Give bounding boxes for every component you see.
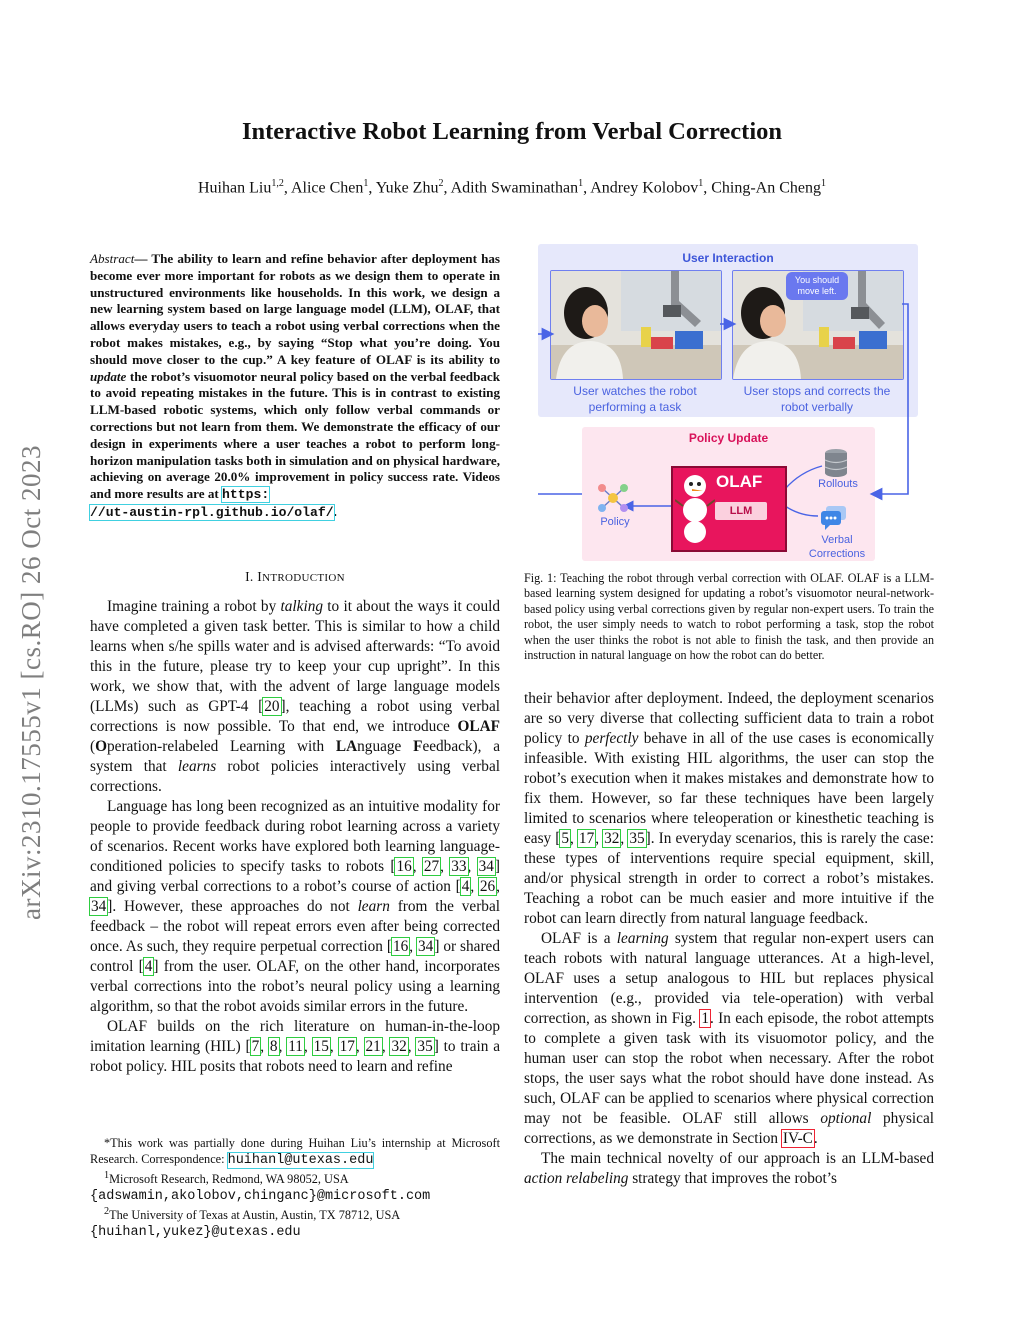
text: ] or shared control [	[90, 938, 500, 975]
author-affil: 1	[698, 178, 704, 189]
emph: optional	[820, 1110, 872, 1127]
abstract-label: Abstract	[90, 251, 135, 266]
right-column	[524, 689, 934, 1189]
text: to it about the ways it could have completed a given task better. This is similar to how a child learns when s/he spills water and is advised afterwards: “To avoid this in the future, please try to keep your cup upright”. In this work, we show that, with the advent of large language models (LLMs) such as GPT-4 [	[90, 598, 500, 715]
policy-label: Policy	[600, 516, 630, 528]
citation-link[interactable]: 32	[391, 1038, 407, 1055]
abstract-text: the robot’s visuomotor neural policy based on the verbal feedback to avoid repeating mistakes in the future. This is in contrast to existing LLM-based robotic systems, which only follow verbal commands or corrections but not learn from them. We demonstrate the efficacy of our design in experiments where a user teaches a robot to perform long-horizon manipulation tasks both in simulation and on physical hardware, achieving on average 20.0% improvement in policy success rate. Videos and more results are at	[90, 368, 500, 502]
citation-link[interactable]: 17	[339, 1038, 355, 1055]
emph: talking	[280, 598, 323, 615]
olaf-label: OLAF	[716, 472, 763, 491]
paragraph	[524, 1149, 934, 1189]
citation-link[interactable]: 35	[417, 1038, 433, 1055]
arxiv-stamp: arXiv:2310.17555v1 [cs.RO] 26 Oct 2023	[16, 445, 46, 920]
citation-link[interactable]: 20	[264, 698, 280, 715]
citation-link[interactable]: 4	[144, 958, 153, 975]
author-name: Ching-An Cheng	[711, 179, 821, 197]
author-sep: ,	[443, 179, 451, 197]
citation-link[interactable]: 11	[288, 1038, 303, 1055]
text: .	[813, 1130, 818, 1147]
author-sep: ,	[283, 179, 291, 197]
rollouts-label: Rollouts	[818, 478, 858, 490]
project-url-link[interactable]: https:	[222, 487, 270, 503]
footnotes	[90, 1136, 500, 1240]
text: peration-relabeled Learning with	[107, 738, 336, 755]
policy-update-label: Policy Update	[688, 431, 769, 445]
section-heading-introduction	[90, 569, 500, 585]
emph: learns	[177, 758, 217, 775]
text: (	[90, 738, 96, 755]
footnote	[90, 1136, 500, 1168]
figure-ref-link[interactable]: 1	[701, 1010, 710, 1027]
citation-link[interactable]: 26	[479, 878, 496, 895]
figure-1-caption: Fig. 1: Teaching the robot through verbal correction with OLAF. OLAF is a LLM-based learning system designed for updating a robot’s visuomotor neural-network-based policy using verbal corrections given by regular non-expert users. To train the robot, the user simply needs to watch to robot performing a task, stop the robot when the user thinks the robot is not able to finish the task, and then provide an instruction in natural language on how the robot can do better.	[524, 571, 934, 663]
citation-link[interactable]: 34	[418, 938, 434, 955]
citation-link[interactable]: 8	[269, 1038, 278, 1055]
citation-link[interactable]: 27	[423, 858, 440, 875]
section-number: I.	[245, 569, 258, 584]
author-name: Huihan Liu	[198, 179, 272, 197]
citation-link[interactable]: 16	[396, 858, 412, 875]
paragraph: their behavior after deployment. Indeed, the deployment scenarios are so very diverse that collecting sufficient data to train a robot policy to perfectly behave in all of the use cases is economically infeasible. With existing HIL algorithms, the user can stop the robot’s execution when it makes mistakes and demonstrate how to fix them. However, so far these techniques have been largely limited to scenarios where teleoperation or kinesthetic teaching is easy [5, 17, 32, 35]. In everyday scenarios, this is rarely the case: these types of interventions require special equipment, skill, and/or physical strength in order to correct a robot’s mistakes. Teaching a robot can be much easier and more intuitive if the robot can learn directly from natural language feedback.	[524, 690, 934, 927]
footnote	[90, 1188, 500, 1205]
paragraph: Language has long been recognized as an intuitive modality for people to provide feedback during robot learning across a variety of scenarios. Recent works have explored both learning language-conditioned policies to specify tasks to robots [16, 27, 33, 34] and giving verbal corrections to a robot’s course of action [4, 26, 34]. However, these approaches do not learn from the verbal feedback – the robot will repeat errors even after being corrected once. As such, they require perpetual correction [16, 34] or shared control [4] from the user. OLAF, on the other hand, incorporates verbal corrections into the robot’s neural policy using a learning algorithm, so that the robot avoids similar errors in the future.	[90, 798, 501, 1015]
author-list	[0, 178, 1024, 197]
abstract-end: .	[333, 503, 337, 519]
citation-link[interactable]: 15	[313, 1038, 329, 1055]
text: OLAF is a	[541, 930, 617, 947]
text: The main technical novelty of our approach is an LLM-based	[541, 1150, 934, 1167]
text: their behavior after deployment. Indeed, the deployment scenarios are so very diverse that collecting sufficient data to train a robot policy to	[524, 690, 934, 747]
intro-left-column	[90, 597, 500, 1077]
author-affil: 1	[821, 178, 826, 189]
author-name: Yuke Zhu	[375, 179, 439, 197]
text: . In each episode, the robot attempts to complete a given task with its visuomotor policy, and the human user can stop the robot when necessary. After the robot stops, the user says what the robot should have done instead. As such, OLAF can be applied to scenarios where physical correction may not be feasible. OLAF still allows	[524, 1010, 935, 1127]
citation-link[interactable]: 16	[392, 938, 409, 955]
text: Imagine training a robot by	[107, 598, 281, 615]
author-affil: 1	[578, 178, 584, 189]
citation-link[interactable]: 34	[91, 898, 107, 915]
email-text: {adswamin,akolobov,chinganc}@microsoft.com	[90, 1188, 431, 1204]
llm-badge: LLM	[715, 502, 767, 520]
paragraph	[90, 597, 500, 797]
abstract	[90, 251, 500, 522]
text: ] and giving verbal corrections to a robot’s course of action [	[90, 858, 500, 895]
text: from the verbal feedback – the robot will repeat errors even after being corrected once. As such, they require perpetual correction [	[90, 898, 500, 955]
author-affil: 2	[438, 178, 444, 189]
text: Microsoft Research, Redmond, WA 98052, USA	[109, 1172, 349, 1187]
text: ], teaching a robot using verbal corrections is now possible. To that end, we introduce	[90, 698, 500, 735]
emph: learning	[616, 930, 669, 947]
text: The University of Texas at Austin, Austin, TX 78712, USA	[109, 1208, 401, 1223]
citation-link[interactable]: 7	[251, 1038, 260, 1055]
paragraph: OLAF builds on the rich literature on human-in-the-loop imitation learning (HIL) [7, 8, 11, 15, 17, 21, 32, 35] to train a robot policy. HIL posits that robots need to learn and refine	[90, 1018, 501, 1075]
text: ] from the user. OLAF, on the other hand, incorporates verbal corrections into the robot’s neural policy using a learning algorithm, so that the robot avoids similar errors in the future.	[90, 958, 501, 1015]
caption-user-corrects: User stops and corrects the robot verbally	[743, 384, 891, 414]
paper-title: Interactive Robot Learning from Verbal Correction	[241, 118, 783, 145]
author-affil: 1	[363, 178, 369, 189]
paragraph	[524, 929, 934, 1149]
footnote	[90, 1224, 500, 1241]
text: ] to train a robot policy. HIL posits that robots need to learn and refine	[90, 1038, 501, 1075]
text: strategy that improves the robot’s	[628, 1170, 837, 1187]
snowman-icon	[675, 472, 715, 544]
caption-user-watches: User watches the robot performing a task	[573, 384, 697, 414]
email-link[interactable]: huihanl@utexas.edu	[227, 1152, 374, 1168]
text: *This work was partially done during Huihan Liu’s internship at Microsoft Research. Correspondence:	[90, 1136, 500, 1166]
author-sep: ,	[703, 179, 712, 197]
author-sep: ,	[583, 179, 591, 197]
text: system that regular non-expert users can teach robots with natural language utterances. At a high-level, OLAF uses a setup analogous to HIL but replaces physical intervention (e.g., provided via tele-operation) with verbal correction, as shown in Fig.	[524, 930, 934, 1027]
email-text: {huihanl,yukez}@utexas.edu	[90, 1224, 301, 1240]
speech-bubble: You should move left.	[786, 272, 848, 300]
section-ref-link[interactable]: IV-C	[782, 1130, 813, 1147]
footnote	[90, 1168, 500, 1188]
citation-link[interactable]: 33	[451, 858, 467, 875]
footnote-mark: 1	[104, 1170, 110, 1181]
text: robot policies interactively using verbal corrections.	[90, 758, 500, 795]
citation-link[interactable]: 17	[578, 830, 595, 847]
text: Language has long been recognized as an intuitive modality for people to provide feedback during robot learning across a variety of scenarios. Recent works have explored both learning language-conditioned policies to specify tasks to robots [	[90, 798, 500, 875]
chat-bubble-icon	[820, 506, 848, 530]
section-first-letter: I	[257, 569, 263, 584]
text: ]. In everyday scenarios, this is rarely the case: these types of interventions require special equipment, skill, and/or physical strength in order to correct a robot’s mistakes. Teaching a robot can be much easier and more intuitive if the robot can learn directly from natural language feedback.	[524, 830, 934, 927]
abstract-emph: update	[90, 368, 127, 384]
citation-link[interactable]: 34	[478, 858, 494, 875]
citation-link[interactable]: 21	[365, 1038, 381, 1055]
emph: perfectly	[584, 730, 639, 747]
emph: learn	[357, 898, 390, 915]
bold: F	[413, 738, 423, 755]
user-interaction-label: User Interaction	[682, 251, 774, 265]
author-name: Adith Swaminathan	[450, 179, 579, 197]
citation-link[interactable]: 4	[461, 878, 470, 895]
citation-link[interactable]: 5	[561, 830, 570, 847]
text: nguage	[357, 738, 414, 755]
author-name: Andrey Kolobov	[590, 179, 699, 197]
author-name: Alice Chen	[290, 179, 364, 197]
text: OLAF builds on the rich literature on human-in-the-loop imitation learning (HIL) [	[90, 1018, 500, 1055]
section-rest: NTRODUCTION	[262, 572, 345, 584]
citation-link[interactable]: 35	[629, 830, 645, 847]
author-affil: 1,2	[271, 178, 284, 189]
verbal-corrections-label: Verbal Corrections	[808, 534, 866, 560]
emph: action relabeling	[524, 1170, 629, 1187]
text: ]. However, these approaches do not	[107, 898, 358, 915]
figure-1	[538, 244, 918, 562]
footnote	[90, 1204, 500, 1224]
citation-link[interactable]: 32	[604, 830, 620, 847]
neural-network-icon	[596, 482, 630, 514]
footnote-mark: 2	[104, 1206, 110, 1218]
project-url-link[interactable]: //ut-austin-rpl.github.io/olaf/	[90, 504, 334, 520]
text: physical corrections, as we demonstrate in Section	[524, 1110, 934, 1147]
abstract-dash: —	[134, 251, 148, 266]
text: behave in all of the use cases is economically infeasible. With existing HIL algorithms, the user can stop the robot’s execution when it makes mistakes and demonstrate how to fix them. However, so far these techniques have been largely limited to scenarios where teleoperation or kinesthetic teaching is easy [	[524, 730, 934, 847]
abstract-text: The ability to learn and refine behavior after deployment has become ever more important for robots as we design them to operate in unstructured environments like households. In this work, we design a new learning system based on large language model (LLM), OLAF, that allows everyday users to teach a robot using verbal corrections when the robot makes mistakes, e.g., by saying “Stop what you’re doing. You should move closer to the cup.” A key feature of OLAF is its ability to	[90, 251, 500, 367]
bold: LA	[335, 738, 358, 755]
bold: O	[95, 738, 108, 755]
database-icon	[823, 448, 849, 478]
author-sep: ,	[368, 179, 376, 197]
text: eedback), a system that	[90, 738, 500, 775]
bold: OLAF	[457, 718, 500, 735]
